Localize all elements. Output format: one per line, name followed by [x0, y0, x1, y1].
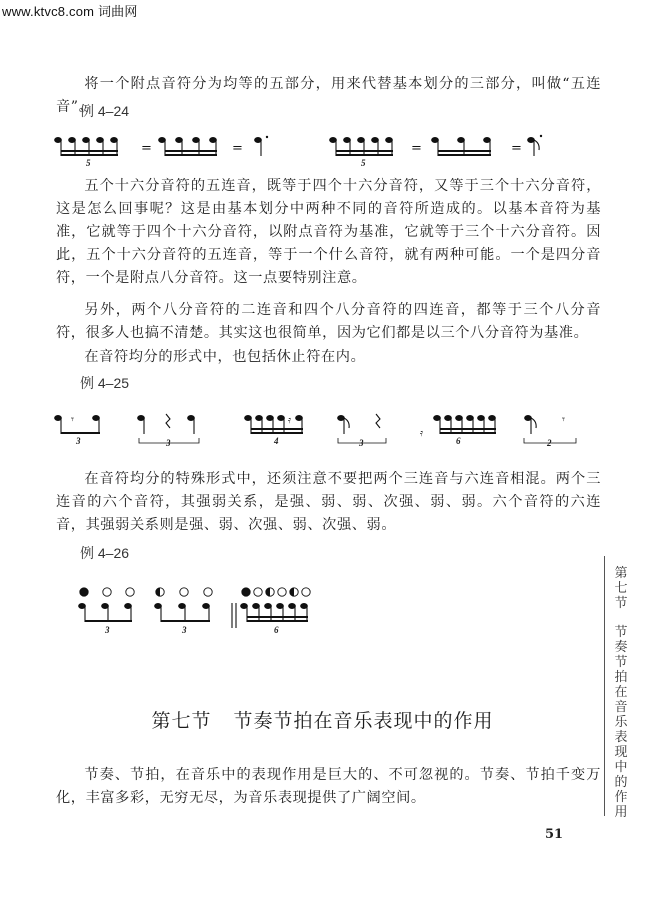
ex25-tuplet-4: 4 [274, 436, 279, 446]
ex24-quintuplet-sixteenths-a [55, 138, 118, 156]
paragraph-quintuplet-definition: 将一个附点音符分为均等的五部分，用来代替基本划分的三部分，叫做“五连音”。 [56, 76, 601, 115]
ex25-group-3 [245, 415, 303, 434]
page-number: 51 [545, 827, 564, 842]
section-title: 节奏节拍在音乐表现中的作用 [233, 710, 494, 732]
example-label-4-25: 例 4–25 [80, 375, 130, 391]
ex25-tuplet-3-a: 3 [76, 436, 81, 446]
ex25-tuplet-6: 6 [456, 436, 461, 446]
ex24-equals-4 [511, 141, 522, 156]
example-label-4-26: 例 4–26 [80, 545, 130, 561]
paragraph-rhythm-meter-role: 节奏、节拍，在音乐中的表现作用是巨大的、不可忽视的。节奏、节拍千变万化，丰富多彩，无穷无尽，为音乐表现提供了广阔空间。 [56, 767, 601, 806]
ex24-quarter-note [255, 138, 262, 156]
ex24-tuplet-5-b: 5 [361, 158, 366, 168]
ex24-tuplet-5-a: 5 [86, 158, 91, 168]
ex25-tuplet-3-b: 3 [166, 438, 171, 448]
ex24-equals-3 [411, 141, 422, 156]
svg-text:𝄾: 𝄾 [71, 413, 74, 426]
sidebar-section-number: 第七节 [614, 566, 628, 611]
paragraph-quintuplet-explanation: 五个十六分音符的五连音，既等于四个十六分音符，又等于三个十六分音符，这是怎么回事呢？这是由基本划分中两种不同的音符所造成的。以基本音符为基准，它就等于四个十六分音符，以附点音符为基准，它就等于三个十六分音符。因此，五个十六分音符的五连音，等于一个什么音符，就有两种可能。一个是四分音符，一个是附点八分音符。这一点要特别注意。 [56, 178, 601, 286]
paragraph-rests-included: 在音符均分的形式中，也包括休止符在内。 [84, 349, 366, 365]
section-heading [0, 706, 645, 733]
ex26-sextuplet [241, 604, 308, 622]
ex26-tuplet-3-a: 3 [105, 625, 110, 635]
sidebar-rule [604, 556, 605, 816]
svg-text:=: = [232, 141, 243, 156]
svg-text:𝄿: 𝄿 [288, 415, 292, 426]
example-label-4-24: 例 4–24 [80, 103, 130, 119]
ex24-three-sixteenths [432, 138, 491, 156]
ex24-dotted-eighth [528, 135, 543, 156]
section-number: 第七节 [151, 710, 212, 732]
svg-text:=: = [141, 141, 152, 156]
ex24-four-sixteenths [159, 138, 217, 156]
ex24-quintuplet-sixteenths-b [330, 138, 393, 156]
ex24-equals-2 [232, 141, 243, 156]
ex26-accent-marks [80, 588, 310, 596]
sidebar-section-title: 节奏节拍在音乐表现中的作用 [614, 625, 628, 820]
ex26-triplet-b [155, 604, 210, 622]
ex26-triplet-a [79, 604, 132, 622]
paragraph-triplet-vs-sextuplet: 在音符均分的特殊形式中，还须注意不要把两个三连音与六连音相混。两个三连音的六个音符，其强弱关系，是强、弱、弱、次强、弱、弱。六个音符的六连音，其强弱关系则是强、弱、次强、弱、次强、弱。 [56, 471, 601, 533]
ex25-tuplet-3-c: 3 [359, 438, 364, 448]
site-watermark: www.ktvc8.com 词曲网 [2, 4, 138, 19]
ex25-tuplet-2: 2 [547, 438, 552, 448]
ex25-group-1 [55, 413, 100, 434]
svg-text:=: = [411, 141, 422, 156]
sidebar-chapter-tab [611, 566, 631, 820]
svg-text:𝄾: 𝄾 [562, 413, 565, 426]
ex26-double-barline [232, 603, 236, 628]
ex26-tuplet-3-b: 3 [182, 625, 187, 635]
svg-text:𝄿: 𝄿 [420, 428, 424, 439]
ex24-equals-1 [141, 141, 152, 156]
svg-text:=: = [511, 141, 522, 156]
paragraph-duplet-quadruplet: 另外，两个八分音符的二连音和四个八分音符的四连音，都等于三个八分音符，很多人也搞不清楚。其实这也很简单，因为它们都是以三个八分音符为基准。 [56, 302, 601, 341]
ex26-tuplet-6: 6 [274, 625, 279, 635]
